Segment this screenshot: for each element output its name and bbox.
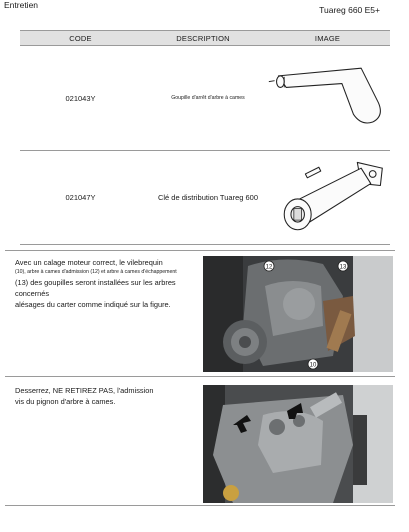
camshaft-sprocket-photo <box>203 385 393 503</box>
step-text-line: (13) des goupilles seront installées sur les arbres concernés <box>15 278 176 298</box>
column-header-code: CODE <box>69 34 92 43</box>
engine-photo <box>203 256 393 372</box>
table-row <box>20 151 390 245</box>
step-text-line: vis du pignon d'arbre à cames. <box>15 397 116 406</box>
tool-description: Clé de distribution Tuareg 600 <box>157 193 259 202</box>
step-section <box>5 376 395 506</box>
tool-image-cell <box>265 151 390 244</box>
header-model-name: Tuareg 660 E5+ <box>319 5 380 15</box>
step-text-line: Avec un calage moteur correct, le vilebrequin <box>15 258 163 267</box>
step-instructions <box>15 385 203 407</box>
step-text-line: Desserrez, NE RETIREZ PAS, l'admission <box>15 386 154 395</box>
table-row <box>20 46 390 151</box>
tool-code: 021043Y <box>65 93 96 103</box>
callout-label: 12 <box>265 264 273 271</box>
tool-image-cell <box>265 46 390 150</box>
tool-description: Goupille d'arrêt d'arbre à cames <box>171 95 245 101</box>
step-instructions <box>15 257 203 310</box>
callout-label: 13 <box>339 264 347 271</box>
callout-label: 10 <box>309 362 317 369</box>
camshaft-locking-pin-icon <box>265 53 390 143</box>
tool-code: 021047Y <box>65 193 96 202</box>
column-header-image: IMAGE <box>314 34 341 43</box>
column-header-description: DESCRIPTION <box>176 34 230 43</box>
header-section-title: Entretien <box>4 0 39 10</box>
step-text-line: (10), arbre à cames d'admission (12) et arbre à cames d'échappement <box>15 269 177 275</box>
step-text-line: alésages du carter comme indiqué sur la figure. <box>15 300 171 309</box>
step-section <box>5 250 395 375</box>
tools-table <box>20 30 390 245</box>
table-header <box>20 30 390 46</box>
timing-key-tool-icon <box>265 153 390 243</box>
